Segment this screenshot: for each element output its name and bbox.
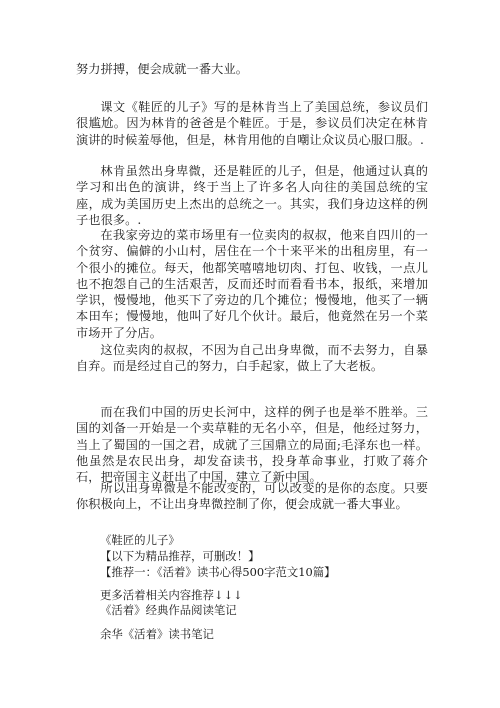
more-content-heading: 更多活着相关内容推荐↓↓↓ xyxy=(100,588,243,602)
paragraph-butcher-conclusion: 这位卖肉的叔叔，不因为自己出身卑微，而不去努力，自暴自弃。而是经过自己的努力，白手起家，做上了大老板。 xyxy=(76,343,428,374)
yuhua-notes-link[interactable]: 余华《活着》读书笔记 xyxy=(100,627,214,641)
reading-notes-link[interactable]: 《活着》经典作品阅读笔记 xyxy=(100,603,237,617)
paragraph-lesson-summary: 课文《鞋匠的儿子》写的是林肯当上了美国总统，参议员们很尴尬。因为林肯的爸爸是个鞋匠。于是，参议员们决定在林肯演讲的时候羞辱他，但是，林肯用他的自嘲让众议员心服口服。. xyxy=(76,100,428,147)
paragraph-butcher-story: 在我家旁边的菜市场里有一位卖肉的叔叔，他来自四川的一个贫穷、偏僻的小山村，居住在一个十来平米的出租房里，有一个很小的摊位。每天，他都笑嘻嘻地切肉、打包、收钱，一点儿也不抱怨自己的生活艰苦，反而还时而看看书本，报纸，来增加学识，慢慢地，他买下了旁边的几个摊位；慢慢地，他买了一辆本田车；慢慢地，他叫了好几个伙计。最后，他竟然在另一个菜市场开了分店。 xyxy=(76,228,428,340)
paragraph-conclusion: 所以出身卑微是不能改变的，可以改变的是你的态度。只要你积极向上，不让出身卑微控制了你，便会成就一番大事业。 xyxy=(76,481,428,512)
recommendation-notice: 【以下为精品推荐，可删改！】 xyxy=(100,549,260,563)
paragraph-intro-ending: 努力拼搏，便会成就一番大业。 xyxy=(76,62,249,76)
recommendation-one-link[interactable]: 【推荐一：《活着》读书心得500字范文10篇】 xyxy=(100,565,336,579)
article-title-line: 《鞋匠的儿子》 xyxy=(100,533,180,547)
paragraph-lincoln: 林肯虽然出身卑微，还是鞋匠的儿子，但是，他通过认真的学习和出色的演讲，终于当上了许多名人向往的美国总统的宝座，成为美国历史上杰出的总统之一。其实，我们身边这样的例子也很多。. xyxy=(76,164,428,227)
paragraph-chinese-history: 而在我们中国的历史长河中，这样的例子也是举不胜举。三国的刘备一开始是一个卖草鞋的无名小卒，但是，他经过努力，当上了蜀国的一国之君，成就了三国鼎立的局面;毛泽东也一样。他虽然是农民出身，却发奋读书，投身革命事业，打败了蒋介石，把帝国主义赶出了中国，建立了新中国。 xyxy=(76,405,428,485)
